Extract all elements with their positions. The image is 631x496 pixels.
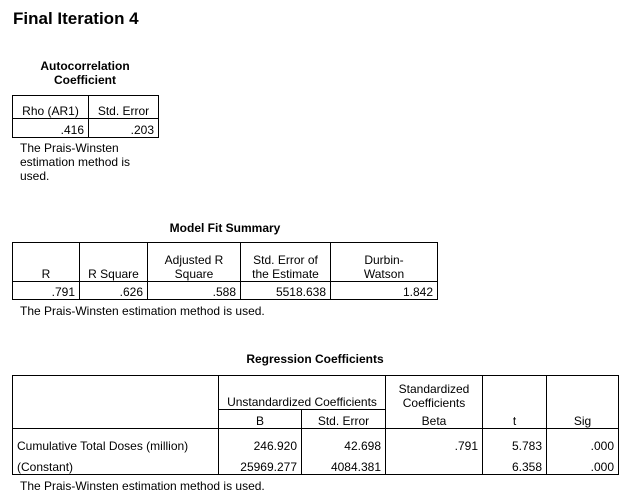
header-t: t bbox=[483, 376, 547, 429]
note-line: The Prais-Winsten bbox=[20, 141, 119, 155]
t-value: 6.358 bbox=[483, 453, 547, 475]
t-value: 5.783 bbox=[483, 429, 547, 453]
row-label: Cumulative Total Doses (million) bbox=[17, 438, 189, 453]
header-durbin-watson: Durbin- Watson bbox=[331, 243, 438, 282]
rho-value: .416 bbox=[60, 123, 84, 137]
autocorrelation-table bbox=[12, 95, 159, 138]
header-adjusted-r-square: Adjusted R Square bbox=[148, 243, 241, 282]
header-r-square: R Square bbox=[80, 243, 148, 282]
page-title: Final Iteration 4 bbox=[13, 9, 139, 28]
row-label: (Constant) bbox=[17, 460, 74, 474]
note-line: used. bbox=[20, 169, 50, 183]
note-line: estimation method is bbox=[20, 155, 131, 169]
table-row bbox=[13, 429, 619, 453]
beta-value: .791 bbox=[386, 429, 483, 453]
header-r: R bbox=[13, 243, 80, 282]
table-row bbox=[13, 453, 619, 475]
header-std-error: Std. Error bbox=[89, 96, 159, 119]
model-fit-table bbox=[12, 242, 438, 300]
autocorrelation-title-line1: Autocorrelation bbox=[40, 59, 130, 73]
r-square-value: .626 bbox=[80, 282, 148, 300]
header-beta: Beta bbox=[386, 410, 483, 429]
se-value: 4084.381 bbox=[302, 453, 386, 475]
autocorrelation-title-line2: Coefficient bbox=[53, 73, 116, 87]
header-unstandardized: Unstandardized Coefficients bbox=[219, 376, 386, 410]
regression-title: Regression Coefficients bbox=[246, 352, 384, 366]
header-rho: Rho (AR1) bbox=[13, 96, 89, 119]
b-value: 246.920 bbox=[219, 429, 302, 453]
header-blank bbox=[13, 376, 219, 429]
header-standardized: Standardized Coefficients bbox=[386, 376, 483, 410]
autocorrelation-note bbox=[20, 141, 130, 183]
header-std-error-estimate: Std. Error of the Estimate bbox=[241, 243, 331, 282]
adjusted-r-square-value: .588 bbox=[148, 282, 241, 300]
header-b: B bbox=[219, 410, 302, 429]
regression-table bbox=[12, 375, 619, 475]
model-fit-note: The Prais-Winsten estimation method is used. bbox=[20, 304, 265, 318]
beta-value bbox=[386, 453, 483, 475]
std-error-estimate-value: 5518.638 bbox=[241, 282, 331, 300]
model-fit-title: Model Fit Summary bbox=[169, 221, 281, 235]
r-value: .791 bbox=[51, 285, 75, 299]
sig-value: .000 bbox=[547, 453, 619, 475]
durbin-watson-value: 1.842 bbox=[331, 282, 438, 300]
header-std-error: Std. Error bbox=[302, 410, 386, 429]
se-value: 42.698 bbox=[302, 429, 386, 453]
sig-value: .000 bbox=[547, 429, 619, 453]
autocorrelation-title bbox=[12, 59, 158, 87]
b-value: 25969.277 bbox=[219, 453, 302, 475]
std-error-value: .203 bbox=[89, 119, 159, 138]
header-sig: Sig bbox=[547, 376, 619, 429]
regression-note: The Prais-Winsten estimation method is used. bbox=[20, 479, 265, 493]
